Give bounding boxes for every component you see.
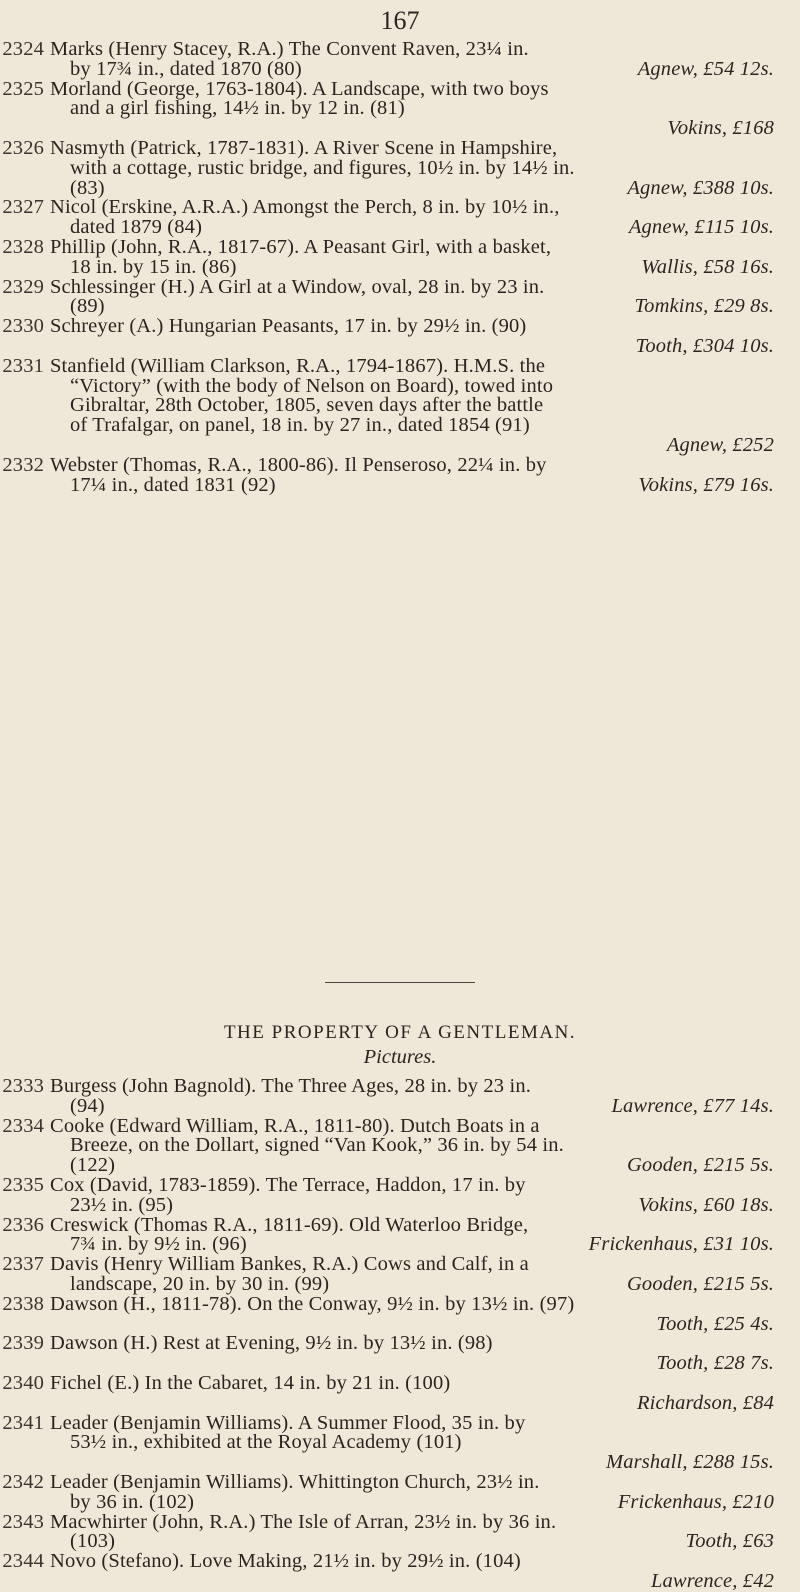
lot-number: 2330 — [2, 315, 44, 338]
lot-description-line: with a cottage, rustic bridge, and figures, 10½ in. by 14½ in. — [70, 156, 575, 179]
lot-description-line — [50, 473, 774, 496]
lot-entry — [0, 1077, 800, 1117]
lot-buyer-price: Tooth, £25 4s. — [656, 1312, 774, 1335]
lot-description-line: Novo (Stefano). Love Making, 21½ in. by 29½ in. (104) — [50, 1550, 521, 1573]
lot-buyer-price: Marshall, £288 15s. — [605, 1451, 774, 1474]
lot-description-text: by 36 in. (102) — [70, 1490, 195, 1513]
lot-buyer-price: Frickenhaus, £210 — [617, 1490, 774, 1513]
lot-description-line: Morland (George, 1763-1804). A Landscape, with two boys — [50, 77, 549, 100]
lot-buyer-price: Tomkins, £29 8s. — [634, 295, 774, 318]
lot-description — [50, 1334, 774, 1374]
lot-entry — [0, 198, 800, 238]
lot-buyer-price: Agnew, £115 10s. — [628, 216, 774, 239]
lot-description — [50, 1114, 774, 1177]
lot-entry — [0, 235, 800, 278]
lot-description-text: (89) — [70, 295, 105, 318]
lot-number: 2344 — [2, 1550, 44, 1573]
lot-buyer-price: Gooden, £215 5s. — [626, 1272, 774, 1295]
lot-entry — [0, 1213, 800, 1256]
lot-buyer-price: Lawrence, £42 — [650, 1569, 774, 1592]
lot-number: 2329 — [2, 275, 44, 298]
lot-entry — [0, 317, 800, 357]
lot-description-line: Breeze, on the Dollart, signed “Van Kook,” 36 in. by 54 in. — [70, 1134, 564, 1157]
lot-description — [50, 40, 774, 80]
lot-number: 2335 — [2, 1173, 44, 1196]
lot-buyer-price: Vokins, £60 18s. — [638, 1193, 774, 1216]
lot-description-line: Dawson (H.) Rest at Evening, 9½ in. by 13½ in. (98) — [50, 1332, 493, 1355]
lot-number: 2336 — [2, 1213, 44, 1236]
lot-entry — [0, 1173, 800, 1216]
lot-description — [50, 1213, 774, 1256]
lot-description-line — [50, 1193, 774, 1216]
lot-description-text: landscape, 20 in. by 30 in. (99) — [70, 1272, 330, 1295]
lot-description — [50, 354, 774, 456]
lot-description-line: Cox (David, 1783-1859). The Terrace, Haddon, 17 in. by — [50, 1173, 526, 1196]
lot-description — [50, 198, 774, 238]
lot-entry — [0, 40, 800, 80]
lot-entry — [0, 275, 800, 318]
lot-description — [50, 77, 774, 140]
lot-buyer-price: Agnew, £388 10s. — [627, 176, 774, 199]
lot-description-line: Schreyer (A.) Hungarian Peasants, 17 in. by 29½ in. (90) — [50, 315, 527, 338]
lot-buyer-price: Tooth, £63 — [685, 1530, 774, 1553]
lot-description-line: Leader (Benjamin Williams). Whittington Church, 23½ in. — [50, 1470, 540, 1493]
lot-description — [50, 1552, 774, 1592]
section-divider — [325, 982, 475, 983]
lot-buyer-price: Vokins, £79 16s. — [638, 473, 774, 496]
lot-description-line: Gibraltar, 28th October, 1805, seven days after the battle — [70, 394, 544, 417]
lot-entry — [0, 136, 800, 199]
lot-description — [50, 453, 774, 496]
lot-description-line: Creswick (Thomas R.A., 1811-69). Old Waterloo Bridge, — [50, 1213, 529, 1236]
lot-description-text: dated 1879 (84) — [70, 216, 203, 239]
lot-number: 2328 — [2, 235, 44, 258]
lot-entry — [0, 1411, 800, 1474]
lot-number: 2340 — [2, 1371, 44, 1394]
lot-description-line — [50, 218, 774, 238]
lot-description — [50, 235, 774, 278]
section-heading: THE PROPERTY OF A GENTLEMAN. — [223, 1022, 577, 1043]
lot-description-line: “Victory” (with the body of Nelson on Board), towed into — [70, 374, 554, 397]
lot-description-line: Cooke (Edward William, R.A., 1811-80). Dutch Boats in a — [50, 1114, 540, 1137]
lot-description — [50, 1173, 774, 1216]
lot-number: 2324 — [2, 38, 44, 60]
lot-buyer-price: Agnew, £54 12s. — [637, 57, 774, 80]
lot-entry — [0, 1114, 800, 1177]
lot-number: 2337 — [2, 1253, 44, 1276]
lot-number: 2339 — [2, 1332, 44, 1355]
lot-description — [50, 1470, 774, 1513]
lot-description-line — [50, 255, 774, 278]
lot-list-lower — [0, 1077, 800, 1592]
lot-entry — [0, 1334, 800, 1374]
lot-entry — [0, 354, 800, 456]
lot-description — [50, 1077, 774, 1117]
lot-description-text: 18 in. by 15 in. (86) — [70, 255, 237, 278]
lot-description-line: Davis (Henry William Bankes, R.A.) Cows and Calf, in a — [50, 1253, 529, 1276]
lot-buyer-price: Vokins, £168 — [667, 117, 774, 140]
lot-description-line — [50, 1490, 774, 1513]
lot-description — [50, 275, 774, 318]
lot-description-text: (83) — [70, 176, 105, 199]
lot-buyer-price: Richardson, £84 — [636, 1391, 774, 1414]
lot-description-line: Nasmyth (Patrick, 1787-1831). A River Scene in Hampshire, — [50, 136, 558, 159]
lot-entry — [0, 1510, 800, 1553]
lot-number: 2325 — [2, 77, 44, 100]
lot-description — [50, 1371, 774, 1414]
lot-description-line: Marks (Henry Stacey, R.A.) The Convent Raven, 23¼ in. — [50, 38, 529, 60]
lot-entry — [0, 77, 800, 140]
lot-description-line — [50, 1272, 774, 1295]
lot-description-line: Macwhirter (John, R.A.) The Isle of Arran, 23½ in. by 36 in. — [50, 1510, 557, 1533]
lot-description-line: Webster (Thomas, R.A., 1800-86). Il Penseroso, 22¼ in. by — [50, 453, 547, 476]
lot-description — [50, 1255, 774, 1295]
lot-description-line: Schlessinger (H.) A Girl at a Window, oval, 28 in. by 23 in. — [50, 275, 545, 298]
lot-description-line: 53½ in., exhibited at the Royal Academy (101) — [70, 1431, 462, 1454]
lot-description-line — [50, 1094, 774, 1117]
lot-buyer-price: Lawrence, £77 14s. — [611, 1094, 774, 1117]
lot-description-line: of Trafalgar, on panel, 18 in. by 27 in., dated 1854 (91) — [70, 414, 530, 437]
lot-buyer-price: Gooden, £215 5s. — [626, 1154, 774, 1177]
lot-buyer-price: Wallis, £58 16s. — [641, 255, 774, 278]
lot-description-line: Dawson (H., 1811-78). On the Conway, 9½ in. by 13½ in. (97) — [50, 1292, 575, 1315]
lot-number: 2327 — [2, 196, 44, 219]
lot-buyer-price: Agnew, £252 — [666, 433, 774, 456]
lot-description-line: Leader (Benjamin Williams). A Summer Flood, 35 in. by — [50, 1411, 526, 1434]
lot-number: 2341 — [2, 1411, 44, 1434]
lot-description — [50, 317, 774, 357]
lot-description-text: (103) — [70, 1530, 116, 1553]
lot-buyer-price: Frickenhaus, £31 10s. — [588, 1233, 774, 1256]
lot-description-text: (94) — [70, 1094, 105, 1117]
lot-description-text: 23½ in. (95) — [70, 1193, 174, 1216]
lot-description — [50, 1292, 774, 1335]
lot-buyer-price: Tooth, £28 7s. — [656, 1352, 774, 1375]
lot-description — [50, 136, 774, 199]
lot-description-text: 7¾ in. by 9½ in. (96) — [70, 1233, 247, 1256]
lot-number: 2342 — [2, 1470, 44, 1493]
lot-description-text: by 17¾ in., dated 1870 (80) — [70, 57, 302, 80]
lot-description-line: Nicol (Erskine, A.R.A.) Amongst the Perch, 8 in. by 10½ in., — [50, 196, 560, 219]
lot-number: 2332 — [2, 453, 44, 476]
lot-entry — [0, 1371, 800, 1414]
lot-description-line: and a girl fishing, 14½ in. by 12 in. (81) — [70, 97, 405, 120]
lot-description-line: Fichel (E.) In the Cabaret, 14 in. by 21 in. (100) — [50, 1371, 451, 1394]
lot-description-text: 17¼ in., dated 1831 (92) — [70, 473, 276, 496]
page-number: 167 — [380, 6, 420, 35]
lot-entry — [0, 1255, 800, 1295]
lot-number: 2343 — [2, 1510, 44, 1533]
lot-description-line: Burgess (John Bagnold). The Three Ages, 28 in. by 23 in. — [50, 1075, 532, 1097]
lot-number: 2333 — [2, 1075, 44, 1097]
lot-number: 2326 — [2, 136, 44, 159]
lot-description-line — [50, 1156, 774, 1176]
section-subheading: Pictures. — [363, 1046, 437, 1068]
lot-entry — [0, 1292, 800, 1335]
lot-entry — [0, 1470, 800, 1513]
lot-description-text: (122) — [70, 1154, 116, 1177]
lot-list-upper — [0, 40, 800, 495]
lot-number: 2338 — [2, 1292, 44, 1315]
lot-description-line: Stanfield (William Clarkson, R.A., 1794-1867). H.M.S. the — [50, 354, 546, 377]
lot-number: 2334 — [2, 1114, 44, 1137]
lot-description-line: Phillip (John, R.A., 1817-67). A Peasant Girl, with a basket, — [50, 235, 552, 258]
lot-description-line — [50, 1532, 774, 1552]
lot-entry — [0, 1552, 800, 1592]
lot-description — [50, 1411, 774, 1474]
lot-description — [50, 1510, 774, 1553]
lot-description-line — [50, 57, 774, 80]
lot-number: 2331 — [2, 354, 44, 377]
lot-buyer-price: Tooth, £304 10s. — [635, 334, 774, 357]
lot-entry — [0, 453, 800, 496]
